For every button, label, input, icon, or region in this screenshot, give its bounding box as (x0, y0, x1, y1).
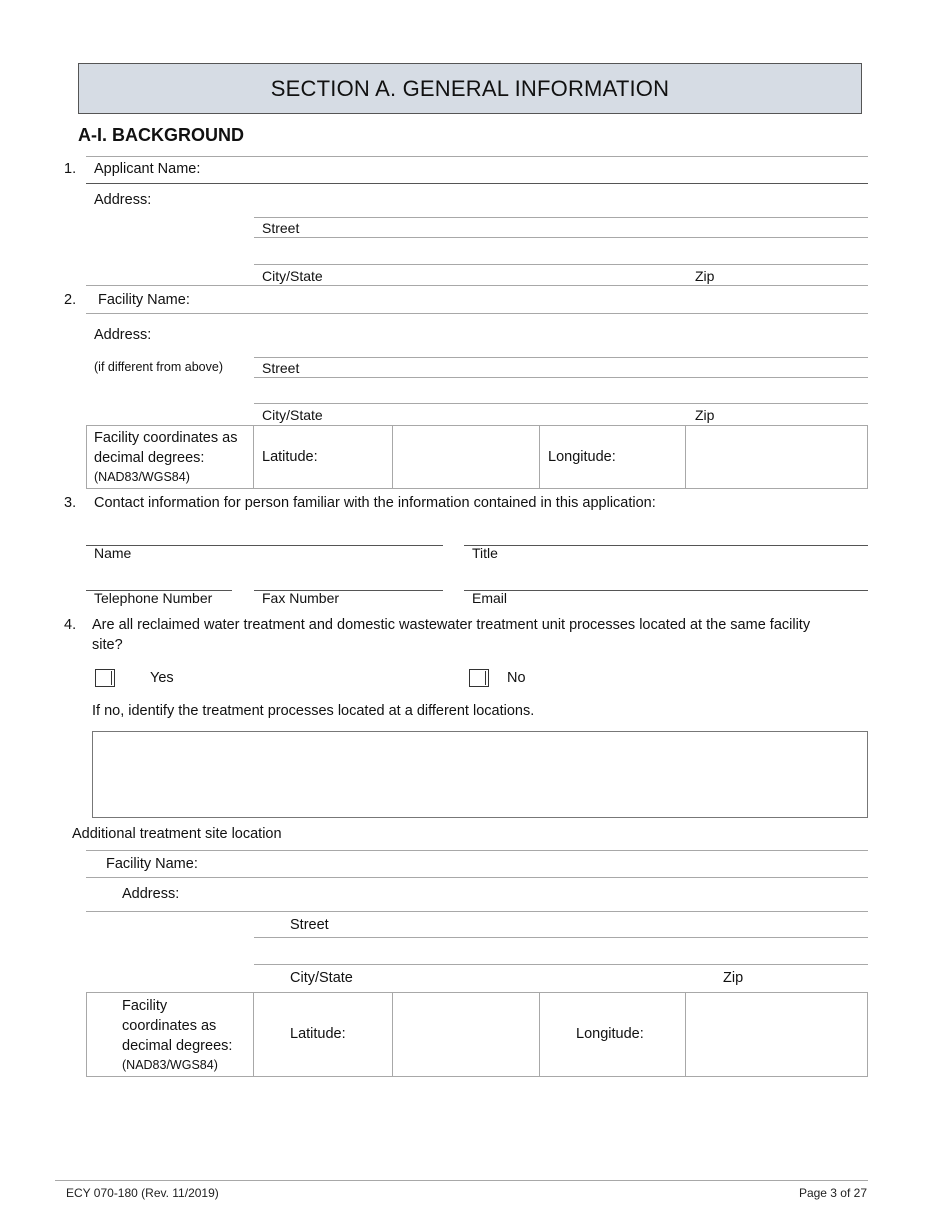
additional-zip-input[interactable] (750, 965, 866, 990)
title-label: Title (472, 545, 498, 561)
longitude-label: Longitude: (548, 449, 616, 465)
latitude-label: Latitude: (290, 1026, 346, 1042)
telephone-label: Telephone Number (94, 590, 213, 606)
latitude-input[interactable] (394, 427, 538, 487)
if-different-note: (if different from above) (94, 360, 223, 374)
coordinates-label: Facility (122, 998, 168, 1014)
no-label: No (507, 670, 526, 686)
zip-label: Zip (695, 407, 715, 423)
question-number: 2. (64, 292, 77, 308)
coordinates-label: coordinates as (122, 1018, 217, 1034)
divider (254, 937, 868, 938)
applicant-name-input[interactable] (250, 158, 866, 182)
divider (254, 377, 868, 378)
longitude-input[interactable] (687, 427, 866, 487)
question-text: site? (92, 637, 123, 653)
email-input[interactable] (466, 570, 866, 590)
additional-site-heading: Additional treatment site location (72, 826, 282, 842)
no-checkbox[interactable] (469, 669, 489, 687)
divider (685, 992, 686, 1077)
facility-city-state-input[interactable] (330, 404, 690, 424)
coordinates-label: decimal degrees: (94, 450, 205, 466)
address-label: Address: (94, 327, 152, 343)
city-state-label: City/State (262, 407, 323, 423)
longitude-label: Longitude: (576, 1026, 644, 1042)
address-label: Address: (94, 192, 152, 208)
facility-zip-input[interactable] (720, 404, 866, 424)
divider (86, 877, 868, 878)
contact-title-input[interactable] (466, 525, 866, 545)
divider (685, 425, 686, 489)
street-label: Street (262, 360, 300, 376)
question-number: 1. (64, 161, 77, 177)
divider (253, 425, 254, 489)
different-locations-textarea[interactable] (92, 731, 868, 818)
divider (86, 313, 868, 314)
yes-label: Yes (150, 670, 174, 686)
divider (86, 156, 868, 157)
additional-latitude-input[interactable] (394, 994, 538, 1075)
divider (392, 425, 393, 489)
coordinates-label: Facility coordinates as (94, 430, 238, 446)
divider (392, 992, 393, 1077)
additional-longitude-input[interactable] (687, 994, 866, 1075)
subsection-title: A-I. BACKGROUND (78, 125, 244, 145)
address-label: Address: (122, 886, 180, 902)
street-label: Street (290, 917, 329, 933)
divider (464, 545, 868, 546)
divider (539, 992, 540, 1077)
divider (539, 425, 540, 489)
telephone-input[interactable] (88, 570, 230, 590)
question-number: 4. (64, 617, 77, 633)
divider (86, 911, 868, 912)
name-label: Name (94, 545, 132, 561)
divider (86, 545, 443, 546)
page-number: Page 3 of 27 (798, 1186, 867, 1200)
divider (86, 183, 868, 184)
divider (86, 850, 868, 851)
applicant-zip-input[interactable] (720, 265, 866, 284)
contact-name-input[interactable] (88, 525, 442, 545)
applicant-city-state-input[interactable] (330, 265, 690, 284)
facility-name-label: Facility Name: (98, 292, 190, 308)
additional-city-state-input[interactable] (360, 965, 716, 990)
zip-label: Zip (695, 268, 715, 284)
question-text: Are all reclaimed water treatment and domestic wastewater treatment unit processes located at the same facility (92, 617, 811, 633)
applicant-name-label: Applicant Name: (94, 161, 201, 177)
additional-facility-name-input[interactable] (250, 852, 866, 876)
divider (464, 590, 868, 591)
fax-label: Fax Number (262, 590, 340, 606)
question-number: 3. (64, 495, 77, 511)
fax-input[interactable] (256, 570, 442, 590)
street-label: Street (262, 220, 300, 236)
latitude-label: Latitude: (262, 449, 318, 465)
city-state-label: City/State (290, 970, 353, 986)
divider (86, 285, 868, 286)
divider (253, 992, 254, 1077)
additional-street-input[interactable] (340, 913, 866, 935)
coordinates-label: decimal degrees: (122, 1038, 233, 1054)
applicant-street-input[interactable] (300, 218, 866, 236)
question-text: Contact information for person familiar with the information contained in this application: (94, 495, 656, 511)
city-state-label: City/State (262, 268, 323, 284)
facility-street-input[interactable] (300, 358, 866, 376)
form-id: ECY 070-180 (Rev. 11/2019) (66, 1186, 219, 1200)
facility-name-label: Facility Name: (106, 856, 198, 872)
email-label: Email (472, 590, 508, 606)
section-title: SECTION A. GENERAL INFORMATION (78, 63, 862, 114)
datum-label: (NAD83/WGS84) (122, 1058, 218, 1072)
if-no-instruction: If no, identify the treatment processes located at a different locations. (92, 703, 535, 719)
yes-checkbox[interactable] (95, 669, 115, 687)
zip-label: Zip (723, 970, 744, 986)
footer-divider (55, 1180, 868, 1181)
datum-label: (NAD83/WGS84) (94, 470, 190, 484)
divider (254, 237, 868, 238)
facility-name-input[interactable] (250, 287, 866, 311)
